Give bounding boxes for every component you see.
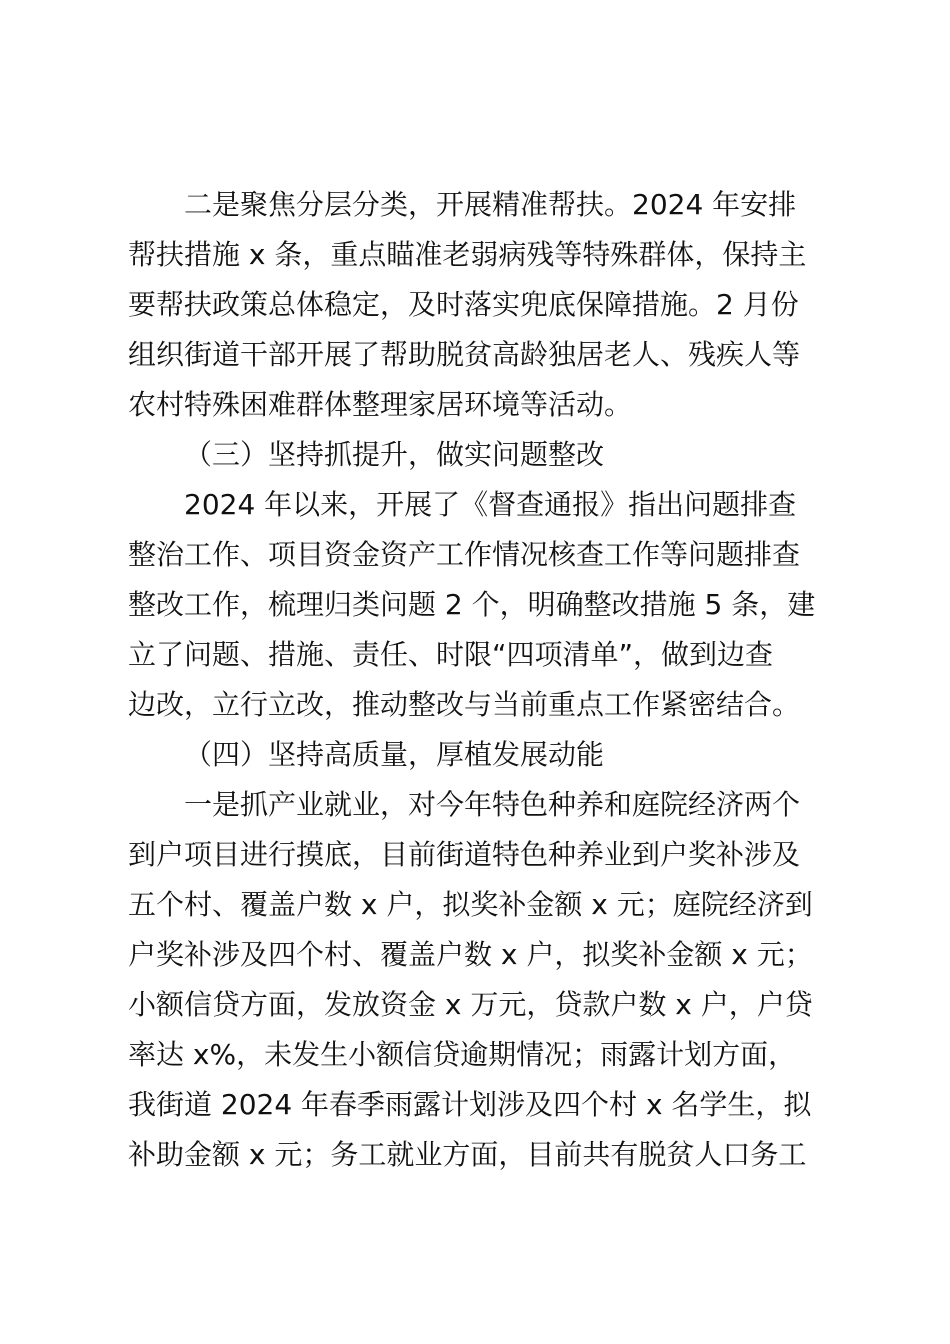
text-line: 边改，立行立改，推动整改与当前重点工作紧密结合。 — [128, 688, 801, 721]
text-line: 小额信贷方面，发放资金 x 万元，贷款户数 x 户，户贷 — [128, 988, 813, 1021]
section-heading-4 — [128, 730, 832, 780]
text-line: 一是抓产业就业，对今年特色种养和庭院经济两个 — [184, 788, 801, 821]
section-heading-text: （三）坚持抓提升，做实问题整改 — [184, 438, 605, 471]
paragraph-industry-employment — [128, 780, 832, 1180]
paragraph-rectification — [128, 480, 832, 730]
text-line: 补助金额 x 元；务工就业方面，目前共有脱贫人口务工 — [128, 1138, 807, 1171]
text-line: 我街道 2024 年春季雨露计划涉及四个村 x 名学生，拟 — [128, 1088, 812, 1121]
text-line: 率达 x%，未发生小额信贷逾期情况；雨露计划方面， — [128, 1038, 797, 1071]
document-page — [128, 180, 832, 1180]
text-line: 要帮扶政策总体稳定，及时落实兜底保障措施。2 月份 — [128, 288, 799, 321]
text-line: 五个村、覆盖户数 x 户，拟奖补金额 x 元；庭院经济到 — [128, 888, 813, 921]
paragraph-focus-support — [128, 180, 832, 430]
text-line: 整治工作、项目资金资产工作情况核查工作等问题排查 — [128, 538, 801, 571]
text-line: 二是聚焦分层分类，开展精准帮扶。2024 年安排 — [184, 188, 797, 221]
text-line: 组织街道干部开展了帮助脱贫高龄独居老人、残疾人等 — [128, 338, 801, 371]
section-heading-3 — [128, 430, 832, 480]
text-line: 整改工作，梳理归类问题 2 个，明确整改措施 5 条，建 — [128, 588, 816, 621]
text-line: 帮扶措施 x 条，重点瞄准老弱病残等特殊群体，保持主 — [128, 238, 807, 271]
text-line: 到户项目进行摸底，目前街道特色种养业到户奖补涉及 — [128, 838, 801, 871]
text-line: 立了问题、措施、责任、时限“四项清单”，做到边查 — [128, 638, 774, 671]
text-line: 农村特殊困难群体整理家居环境等活动。 — [128, 388, 633, 421]
text-line: 户奖补涉及四个村、覆盖户数 x 户，拟奖补金额 x 元； — [128, 938, 813, 971]
text-line: 2024 年以来，开展了《督查通报》指出问题排查 — [184, 488, 797, 521]
section-heading-text: （四）坚持高质量，厚植发展动能 — [184, 738, 605, 771]
